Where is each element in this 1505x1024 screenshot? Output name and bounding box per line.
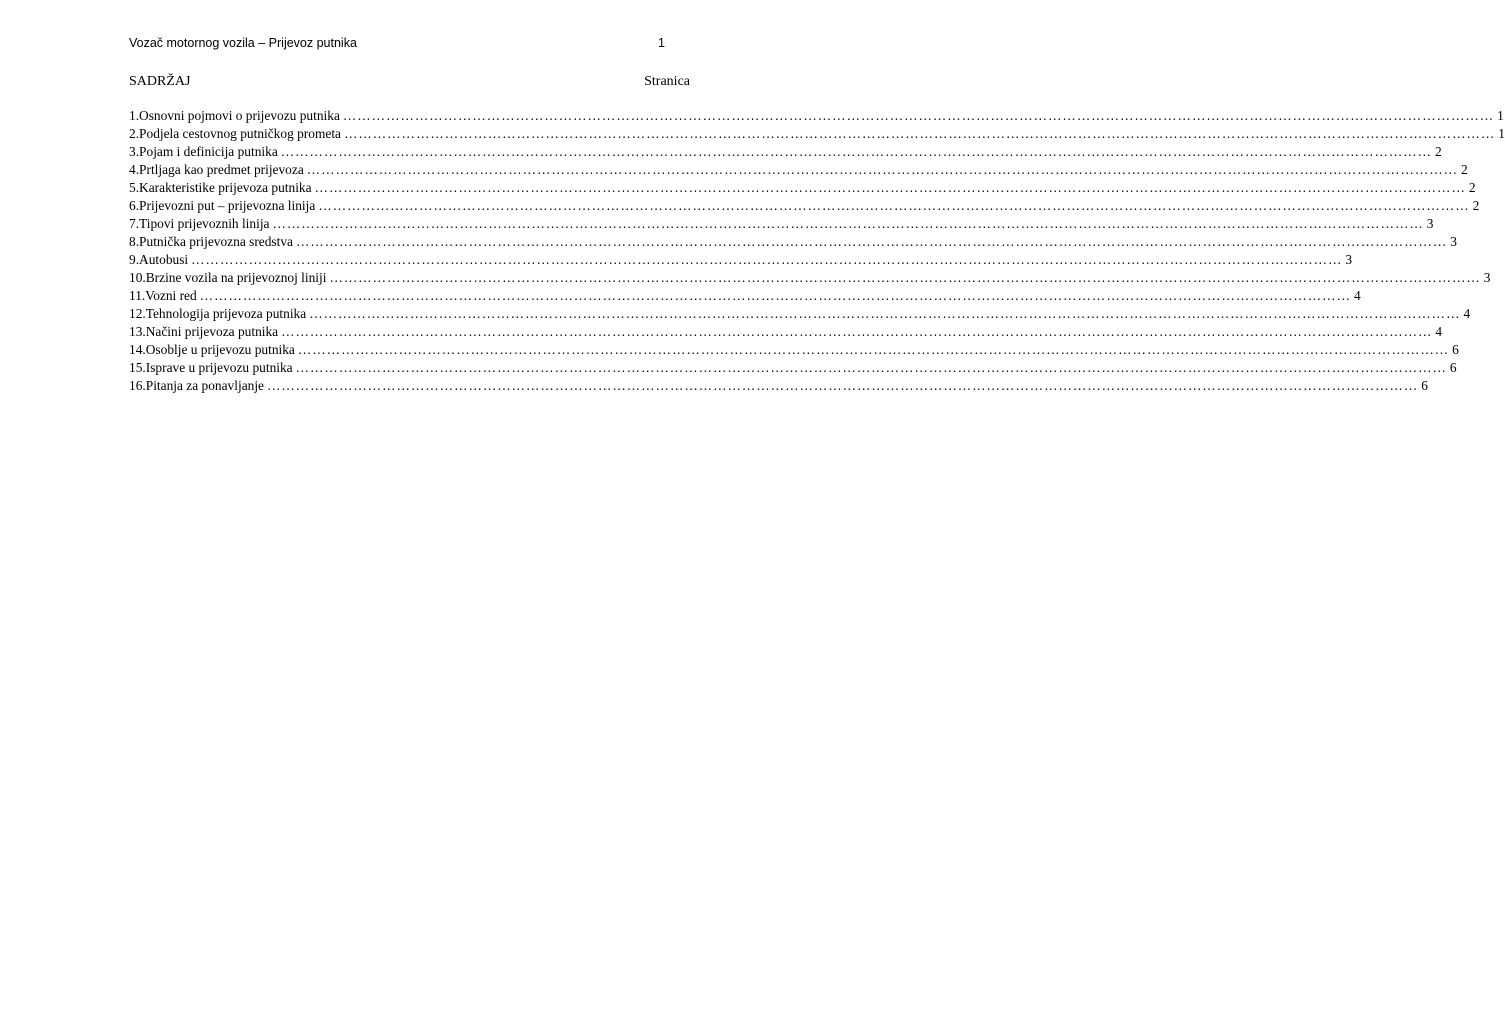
toc-entry-title: Načini prijevoza putnika [145, 324, 279, 339]
toc-entry-page: 4 [1353, 288, 1361, 303]
toc-entry [129, 305, 1471, 323]
toc-dot-leader: …………………………………………………………………………………………………………………………………………………………………………………………………………………… [342, 108, 1495, 123]
toc-entry-number: 16. [129, 378, 146, 393]
toc-dot-leader: …………………………………………………………………………………………………………………………………………………………………………………………………………………… [199, 288, 1351, 303]
toc-dot-leader: …………………………………………………………………………………………………………………………………………………………………………………………………………………… [329, 270, 1481, 285]
toc-entry-title: Brzine vozila na prijevoznoj liniji [145, 270, 327, 285]
toc-entry-page: 1 [1498, 126, 1505, 141]
toc-entry-number: 7. [129, 216, 140, 231]
toc-entry-title: Prijevozni put – prijevozna linija [139, 198, 316, 213]
toc-entry-number: 9. [129, 252, 140, 267]
toc-entry [129, 323, 1443, 341]
toc-dot-leader: …………………………………………………………………………………………………………………………………………………………………………………………………………………… [306, 162, 1459, 177]
toc-entry-page: 3 [1450, 234, 1457, 249]
toc-entry-number: 10. [129, 270, 146, 285]
toc-dot-leader: …………………………………………………………………………………………………………………………………………………………………………………………………………………… [318, 198, 1470, 213]
toc-entry-title: Prtljaga kao predmet prijevoza [139, 162, 304, 177]
toc-entry [129, 269, 1491, 287]
toc-entry-number: 15. [129, 360, 146, 375]
toc-entry-page: 6 [1452, 342, 1459, 357]
toc-entry-title: Tehnologija prijevoza putnika [145, 306, 307, 321]
toc-dot-leader: …………………………………………………………………………………………………………………………………………………………………………………………………………………… [281, 324, 1433, 339]
toc-dot-leader: …………………………………………………………………………………………………………………………………………………………………………………………………………………… [343, 126, 1496, 141]
toc-entry-page: 3 [1426, 216, 1434, 231]
toc-entry-title: Tipovi prijevoznih linija [139, 216, 270, 231]
toc-entry-number: 11. [129, 288, 146, 303]
toc-entry-page: 6 [1449, 360, 1457, 375]
toc-entry-title: Putnička prijevozna sredstva [139, 234, 293, 249]
toc-entry-page: 4 [1435, 324, 1443, 339]
toc-page-column-label: Stranica [644, 74, 690, 89]
toc-entry-title: Isprave u prijevozu putnika [145, 360, 293, 375]
toc-entry [129, 215, 1434, 233]
toc-dot-leader: …………………………………………………………………………………………………………………………………………………………………………………………………………………… [280, 144, 1433, 159]
toc-entry [129, 161, 1468, 179]
running-header-page-number: 1 [658, 36, 665, 50]
toc-dot-leader: …………………………………………………………………………………………………………………………………………………………………………………………………………………… [314, 180, 1466, 195]
toc-entry [129, 359, 1457, 377]
toc-entry [129, 107, 1504, 125]
toc-entry [129, 287, 1361, 305]
toc-entry-page: 2 [1472, 198, 1480, 213]
toc-entry [129, 197, 1480, 215]
toc-dot-leader: …………………………………………………………………………………………………………………………………………………………………………………………………………………… [272, 216, 1424, 231]
toc-entry-page: 3 [1483, 270, 1491, 285]
toc-entry-number: 1. [129, 108, 140, 123]
toc-entry-number: 13. [129, 324, 146, 339]
toc-entry [129, 233, 1457, 251]
toc-dot-leader: …………………………………………………………………………………………………………………………………………………………………………………………………………………… [296, 234, 1448, 249]
toc-entry-page: 2 [1461, 162, 1468, 177]
toc-dot-leader: …………………………………………………………………………………………………………………………………………………………………………………………………………………… [267, 378, 1419, 393]
toc-entry-page: 1 [1497, 108, 1504, 123]
toc-dot-leader: …………………………………………………………………………………………………………………………………………………………………………………………………………………… [297, 342, 1450, 357]
toc-entry-number: 4. [129, 162, 140, 177]
toc-entry-title: Osoblje u prijevozu putnika [145, 342, 295, 357]
toc-entry-number: 8. [129, 234, 140, 249]
toc-entry-number: 5. [129, 180, 140, 195]
toc-entry-page: 4 [1463, 306, 1471, 321]
toc-entry-page: 2 [1435, 144, 1442, 159]
toc-list [129, 107, 1505, 395]
toc-dot-leader: …………………………………………………………………………………………………………………………………………………………………………………………………………………… [309, 306, 1461, 321]
toc-dot-leader: …………………………………………………………………………………………………………………………………………………………………………………………………………………… [191, 252, 1343, 267]
running-header-title: Vozač motornog vozila – Prijevoz putnika [129, 36, 357, 50]
running-header [129, 35, 665, 51]
toc-entry [129, 341, 1459, 359]
toc-entry [129, 377, 1428, 395]
toc-entry [129, 179, 1476, 197]
toc-entry-title: Osnovni pojmovi o prijevozu putnika [139, 108, 340, 123]
toc-entry-number: 12. [129, 306, 146, 321]
toc-entry-page: 3 [1345, 252, 1353, 267]
toc-entry-page: 2 [1468, 180, 1476, 195]
toc-heading: SADRŽAJ [129, 74, 191, 89]
toc-entry-title: Autobusi [139, 252, 189, 267]
toc-entry-title: Vozni red [145, 288, 197, 303]
toc-entry-title: Podjela cestovnog putničkog prometa [139, 126, 341, 141]
toc-entry [129, 125, 1505, 143]
toc-entry-title: Pojam i definicija putnika [139, 144, 278, 159]
toc-entry-title: Karakteristike prijevoza putnika [139, 180, 312, 195]
toc-entry-page: 6 [1421, 378, 1428, 393]
toc-entry-title: Pitanja za ponavljanje [145, 378, 264, 393]
toc-heading-row [129, 73, 690, 91]
toc-entry-number: 2. [129, 126, 140, 141]
toc-entry [129, 251, 1353, 269]
toc-entry-number: 14. [129, 342, 146, 357]
toc-entry-number: 3. [129, 144, 140, 159]
toc-dot-leader: …………………………………………………………………………………………………………………………………………………………………………………………………………………… [295, 360, 1447, 375]
toc-entry [129, 143, 1442, 161]
toc-entry-number: 6. [129, 198, 140, 213]
